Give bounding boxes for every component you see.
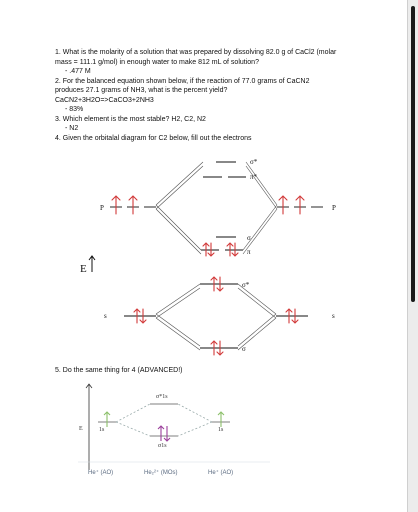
he-label-sigma: σ1s [158, 443, 167, 449]
answer-1: - .477 M [65, 68, 91, 75]
question-2-line-1: 2. For the balanced equation shown below, if the reaction of 77.0 grams of CaCN2 [55, 77, 310, 85]
label-sigma-star-2s: σ* [242, 281, 250, 289]
label-sigma-star-top: σ* [250, 158, 258, 166]
question-4: 4. Given the orbitalal diagram for C2 below, fill out the electrons [55, 134, 252, 142]
label-p-right: P [332, 204, 336, 212]
label-sigma-2p: σ [247, 234, 251, 242]
question-1-line-1: 1. What is the molarity of a solution that was prepared by dissolving 82.0 g of CaCl2 (molar [55, 49, 337, 56]
label-pi-star: π* [250, 173, 258, 181]
he-label-energy: E [79, 426, 83, 432]
question-5: 5. Do the same thing for 4 (ADVANCED!) [55, 367, 183, 374]
he-right-electron-up-arrow [218, 412, 224, 427]
he-label-sigma-star: σ*1s [156, 394, 168, 400]
answer-2: - 83% [65, 106, 84, 113]
he-caption-left: He⁺ (AO) [88, 470, 114, 476]
he-label-right-1s: 1s [218, 427, 224, 433]
he-sigma-electron-down-arrow [164, 426, 170, 441]
label-sigma-2s: σ [242, 345, 246, 353]
question-3: 3. Which element is the most stable? H2, C2, N2 [55, 115, 206, 123]
he-sigma-electron-up-arrow [158, 426, 164, 441]
label-pi-2p: π [247, 248, 251, 256]
he-caption-middle: He₂²⁺ (MOs) [144, 470, 178, 476]
label-s-left: s [104, 312, 107, 320]
question-2-line-2: produces 27.1 grams of NH3, what is the percent yield? [55, 87, 228, 94]
question-1-line-2: mass = 111.1 g/mol) in enough water to make 812 mL of solution? [55, 58, 259, 66]
he-left-electron-up-arrow [104, 412, 110, 427]
he-label-left-1s: 1s [99, 427, 105, 433]
label-p-left: P [100, 204, 104, 212]
label-s-right: s [332, 312, 335, 320]
he-caption-right: He⁺ (AO) [208, 470, 234, 476]
question-2-equation: CaCN2+3H2O=>CaCO3+2NH3 [55, 96, 154, 104]
answer-3: - N2 [65, 125, 79, 132]
he-energy-axis [86, 384, 92, 470]
label-energy: E [80, 263, 87, 275]
